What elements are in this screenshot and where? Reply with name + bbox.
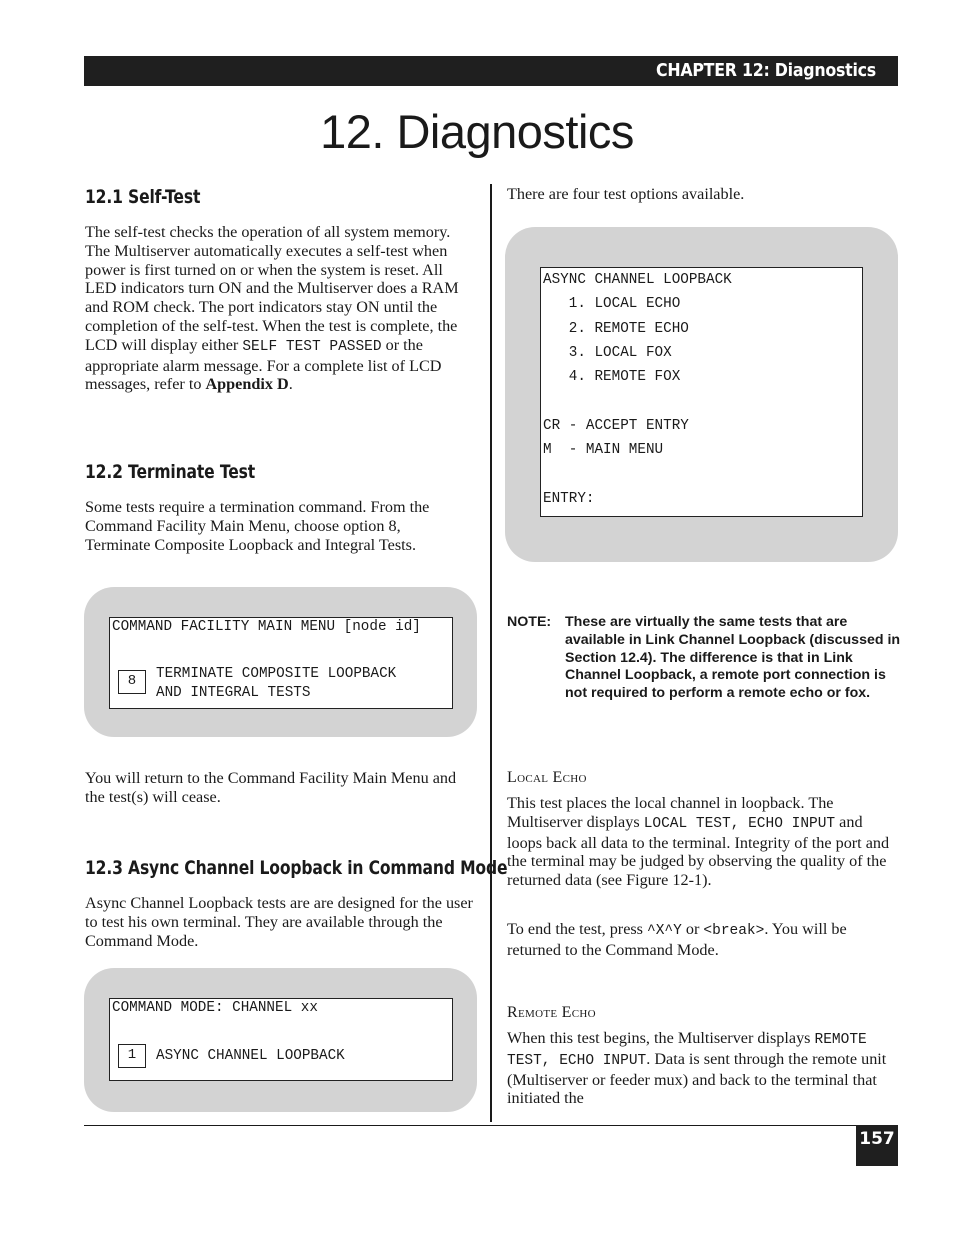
page-title: 12. Diagnostics bbox=[320, 105, 634, 158]
chapter-header-text: CHAPTER 12: Diagnostics bbox=[656, 60, 876, 81]
command-mode-lcd-display bbox=[109, 998, 453, 1081]
key-sequence-code: ^X^Y bbox=[647, 923, 682, 939]
footer-rule bbox=[84, 1125, 898, 1126]
remote-echo-paragraph bbox=[507, 1029, 897, 1108]
note-label: NOTE: bbox=[507, 614, 552, 630]
terminate-test-paragraph: Some tests require a termination command. From the Command Facility Main Menu, choose option 8, Terminate Composite Loopback and Integral Tests. bbox=[85, 498, 430, 554]
lcd-command-mode-title: COMMAND MODE: CHANNEL xx bbox=[112, 1000, 318, 1016]
return-paragraph: You will return to the Command Facility Main Menu and the test(s) will cease. bbox=[85, 769, 457, 806]
end-test-text-mid: or bbox=[681, 920, 704, 938]
lcd-option-line-1: TERMINATE COMPOSITE LOOPBACK bbox=[156, 666, 397, 682]
async-menu-lcd-display bbox=[540, 267, 863, 517]
menu-line: 2. REMOTE ECHO bbox=[543, 321, 689, 337]
self-test-text-a: The self-test checks the operation of all system memory. The Multiserver automatically executes a self-test when power is first turned on or when the system is reset. All LED indicators turn ON and the Multiserver does a RAM and ROM check. The port indicators stay ON until the completion of the self-test. When the test is complete, the LCD will display either bbox=[85, 223, 459, 354]
menu-line: ASYNC CHANNEL LOOPBACK bbox=[543, 272, 732, 288]
appendix-d-reference: Appendix D bbox=[205, 375, 289, 394]
local-echo-text-a: This test places the local channel in loopback. The Multiserver displays bbox=[507, 794, 834, 831]
page-number: 157 bbox=[856, 1125, 898, 1166]
chapter-header-bar bbox=[84, 56, 898, 86]
section-heading-self-test: 12.1 Self-Test bbox=[85, 186, 201, 208]
remote-echo-code: REMOTE TEST, ECHO INPUT bbox=[507, 1032, 867, 1069]
end-test-text-a: To end the test, press bbox=[507, 920, 648, 938]
terminate-lcd-display bbox=[109, 617, 453, 709]
local-echo-paragraph bbox=[507, 794, 897, 890]
section-heading-async-loopback: 12.3 Async Channel Loopback in Command Mode bbox=[85, 857, 508, 879]
menu-line: 1. LOCAL ECHO bbox=[543, 296, 681, 312]
local-echo-code: LOCAL TEST, ECHO INPUT bbox=[643, 815, 836, 832]
break-key-code: <break> bbox=[703, 923, 765, 939]
note-text: These are virtually the same tests that are available in Link Channel Loopback (discussed in Section 12.4). The difference is that in Link Channel Loopback, a remote port connection is not required to perform a remote echo or fox. bbox=[565, 614, 901, 702]
remote-echo-text-a: When this test begins, the Multiserver displays bbox=[507, 1029, 815, 1047]
end-test-paragraph bbox=[507, 920, 897, 960]
option-key-box: 1 bbox=[118, 1044, 146, 1068]
self-test-paragraph bbox=[85, 223, 477, 394]
menu-line: 3. LOCAL FOX bbox=[543, 345, 672, 361]
menu-line: CR - ACCEPT ENTRY bbox=[543, 418, 689, 434]
lcd-command-mode-option: ASYNC CHANNEL LOOPBACK bbox=[156, 1048, 345, 1064]
async-loopback-paragraph: Async Channel Loopback tests are are designed for the user to test his own terminal. They are available through the Command Mode. bbox=[85, 894, 473, 950]
menu-line: M - MAIN MENU bbox=[543, 442, 664, 458]
lcd-menu-title: COMMAND FACILITY MAIN MENU [node id] bbox=[112, 619, 421, 635]
menu-line: ENTRY: bbox=[543, 491, 595, 507]
end-test-text-b: . You will be returned to the Command Mode. bbox=[507, 920, 847, 959]
local-echo-heading: Local Echo bbox=[507, 769, 587, 786]
local-echo-text-b: and loops back all data to the terminal. Integrity of the port and the terminal may be judged by observing the quality of the returned data (see Figure 12-1). bbox=[507, 812, 890, 890]
section-heading-terminate-test: 12.2 Terminate Test bbox=[85, 461, 256, 483]
self-test-text-end: . bbox=[288, 375, 293, 394]
test-options-intro: There are four test options available. bbox=[507, 185, 745, 203]
option-key-box: 8 bbox=[118, 670, 146, 694]
menu-line: 4. REMOTE FOX bbox=[543, 369, 681, 385]
lcd-option-line-2: AND INTEGRAL TESTS bbox=[156, 685, 311, 701]
self-test-text-b: or the appropriate alarm message. For a complete list of LCD messages, refer to bbox=[85, 335, 442, 394]
self-test-code: SELF TEST PASSED bbox=[242, 338, 382, 355]
column-divider bbox=[490, 184, 492, 1122]
remote-echo-heading: Remote Echo bbox=[507, 1004, 596, 1021]
remote-echo-text-b: . Data is sent through the remote unit (Multiserver or feeder mux) and back to the terminal that initiated the bbox=[507, 1049, 887, 1108]
